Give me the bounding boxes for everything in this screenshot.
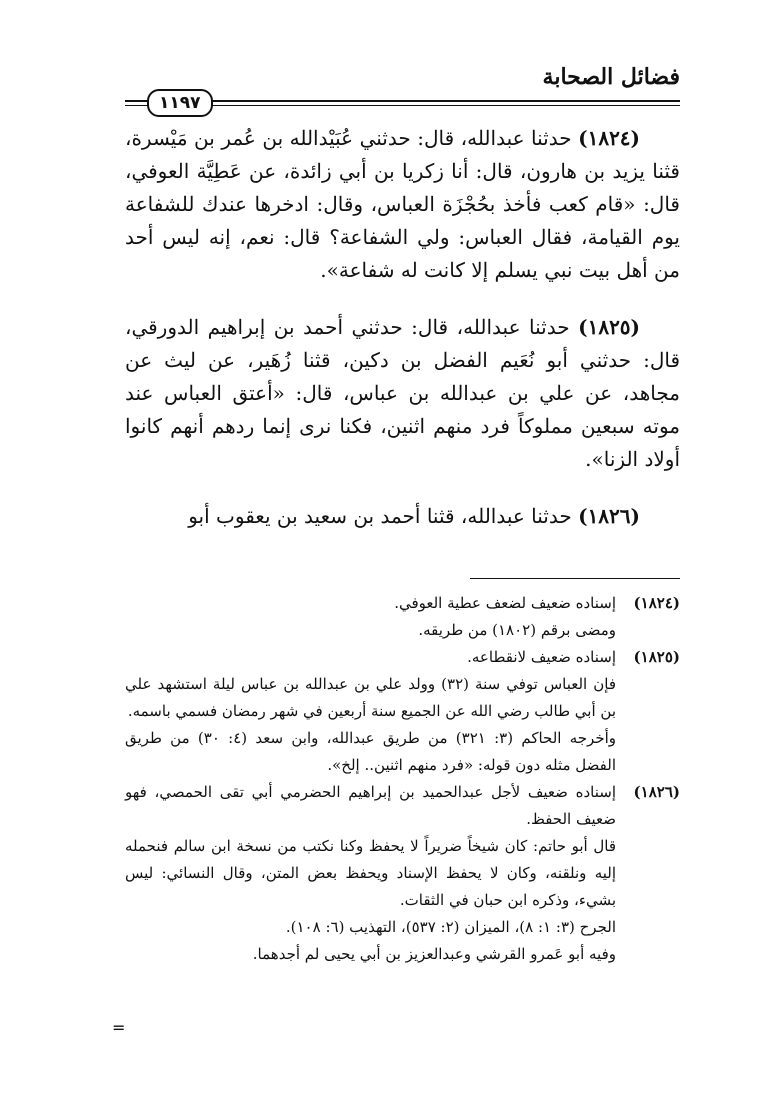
hadith-1824 (125, 122, 680, 287)
footnote-text: قال أبو حاتم: كان شيخاً ضريراً لا يحفظ وكنا نكتب من نسخة ابن سالم فنحمله إليه ونلقنه، وكان لا يحفظ الإسناد ويحفظ بعض المتن، وقال النسائي: ليس بشيء، وذكره ابن حبان في الثقات. (125, 837, 616, 909)
continuation-mark: = (112, 1018, 126, 1037)
footnote-separator (470, 578, 680, 579)
footnote-line (125, 590, 680, 617)
footnotes (125, 590, 680, 968)
footnote-line (125, 779, 680, 833)
page-header (125, 64, 680, 113)
footnote-label: (١٨٢٦) (633, 783, 680, 801)
main-text (125, 122, 680, 557)
footnote-label: (١٨٢٤) (633, 594, 680, 612)
footnote-1826 (125, 779, 680, 968)
footnote-text: إسناده ضعيف لأجل عبدالحميد بن إبراهيم الحضرمي أبي تقى الحمصي، فهو ضعيف الحفظ. (125, 783, 616, 828)
footnote-text: إسناده ضعيف لضعف عطية العوفي. (394, 594, 616, 612)
footnote-text: ومضى برقم (١٨٠٢) من طريقه. (418, 621, 616, 639)
footnote-line (125, 644, 680, 671)
footnote-text: فإن العباس توفي سنة (٣٢) وولد علي بن عبدالله بن عباس ليلة استشهد علي بن أبي طالب رضي الله عن الجميع سنة أربعين في شهر رمضان فسمي باسمه. (125, 675, 617, 720)
hadith-number: (١٨٢٦) (578, 504, 640, 528)
footnote-text: إسناده ضعيف لانقطاعه. (467, 648, 616, 666)
hadith-text: حدثنا عبدالله، قال: حدثني أحمد بن إبراهيم الدورقي، قال: حدثني أبو نُعَيم الفضل بن دكين، قثنا زُهَير، عن ليث عن مجاهد، عن علي بن عبدالله بن عباس، قال: «أعتق العباس عند موته سبعين مملوكاً فرد منهم اثنين، فكنا نرى إنما ردهم أنهم كانوا أولاد الزنا». (125, 315, 681, 471)
page-number: ١١٩٧ (147, 89, 213, 117)
footnote-1824 (125, 590, 680, 644)
footnote-text: وفيه أبو عَمرو القرشي وعبدالعزيز بن أبي يحيى لم أجدهما. (252, 945, 616, 963)
hadith-1825 (125, 311, 680, 476)
hadith-text: حدثنا عبدالله، قال: حدثني عُبَيْدالله بن عُمر بن مَيْسرة، قثنا يزيد بن هارون، قال: أنا زكريا بن أبي زائدة، عن عَطِيَّة العوفي، قال: «قام كعب فأخذ بحُجْزَة العباس، وقال: ادخرها عندك للشفاعة يوم القيامة، فقال العباس: ولي الشفاعة؟ قال: نعم، إنه ليس أحد من أهل بيت نبي يسلم إلا كانت له شفاعة». (125, 126, 680, 282)
footnote-label: (١٨٢٥) (633, 648, 680, 666)
book-title: فضائل الصحابة (542, 64, 680, 90)
footnote-text: الجرح (٣: ١: ٨)، الميزان (٢: ٥٣٧)، التهذيب (٦: ١٠٨). (285, 918, 616, 936)
footnote-1825 (125, 644, 680, 779)
hadith-1826 (125, 500, 680, 533)
footnote-text: وأخرجه الحاكم (٣: ٣٢١) من طريق عبدالله، وابن سعد (٤: ٣٠) من طريق الفضل مثله دون قوله: «فرد منهم اثنين.. إلخ». (125, 729, 617, 774)
hadith-number: (١٨٢٤) (578, 126, 641, 150)
hadith-text: حدثنا عبدالله، قثنا أحمد بن سعيد بن يعقوب أبو (188, 504, 572, 528)
hadith-number: (١٨٢٥) (578, 315, 641, 339)
